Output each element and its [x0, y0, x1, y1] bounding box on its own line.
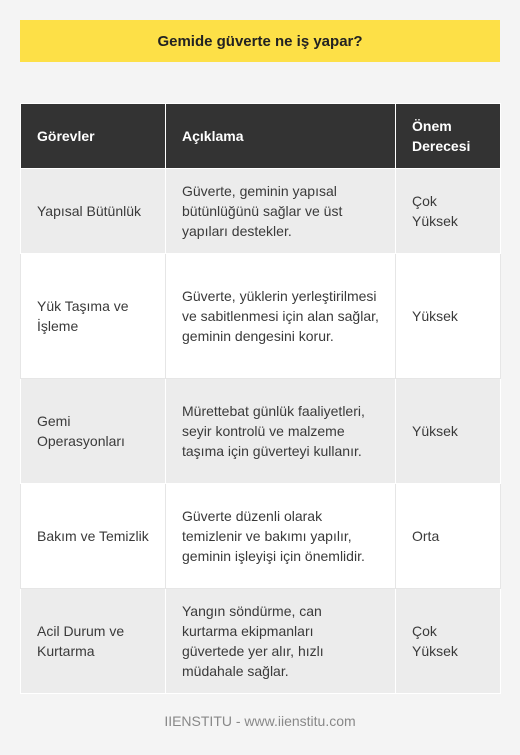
- importance-cell: Orta: [396, 484, 501, 589]
- column-header-description: Açıklama: [166, 104, 396, 169]
- importance-cell: Çok Yüksek: [396, 589, 501, 694]
- page-title: Gemide güverte ne iş yapar?: [20, 20, 500, 62]
- importance-cell: Yüksek: [396, 379, 501, 484]
- info-table: [20, 103, 501, 694]
- description-cell: Güverte düzenli olarak temizlenir ve bakımı yapılır, geminin işleyişi için önemlidir.: [166, 484, 396, 589]
- description-cell: Mürettebat günlük faaliyetleri, seyir kontrolü ve malzeme taşıma için güverteyi kullanır.: [166, 379, 396, 484]
- table-header-row: [21, 104, 501, 169]
- task-cell: Gemi Operasyonları: [21, 379, 166, 484]
- importance-cell: Yüksek: [396, 254, 501, 379]
- table-row: [21, 169, 501, 254]
- footer-credit: IIENSTITU - www.iienstitu.com: [164, 713, 356, 729]
- table-row: [21, 254, 501, 379]
- task-cell: Acil Durum ve Kurtarma: [21, 589, 166, 694]
- description-cell: Yangın söndürme, can kurtarma ekipmanları güvertede yer alır, hızlı müdahale sağlar.: [166, 589, 396, 694]
- task-cell: Bakım ve Temizlik: [21, 484, 166, 589]
- table-row: [21, 379, 501, 484]
- description-cell: Güverte, yüklerin yerleştirilmesi ve sabitlenmesi için alan sağlar, geminin dengesini korur.: [166, 254, 396, 379]
- column-header-importance: Önem Derecesi: [396, 104, 501, 169]
- description-cell: Güverte, geminin yapısal bütünlüğünü sağlar ve üst yapıları destekler.: [166, 169, 396, 254]
- importance-cell: Çok Yüksek: [396, 169, 501, 254]
- table-row: [21, 484, 501, 589]
- task-cell: Yük Taşıma ve İşleme: [21, 254, 166, 379]
- column-header-tasks: Görevler: [21, 104, 166, 169]
- table-row: [21, 589, 501, 694]
- task-cell: Yapısal Bütünlük: [21, 169, 166, 254]
